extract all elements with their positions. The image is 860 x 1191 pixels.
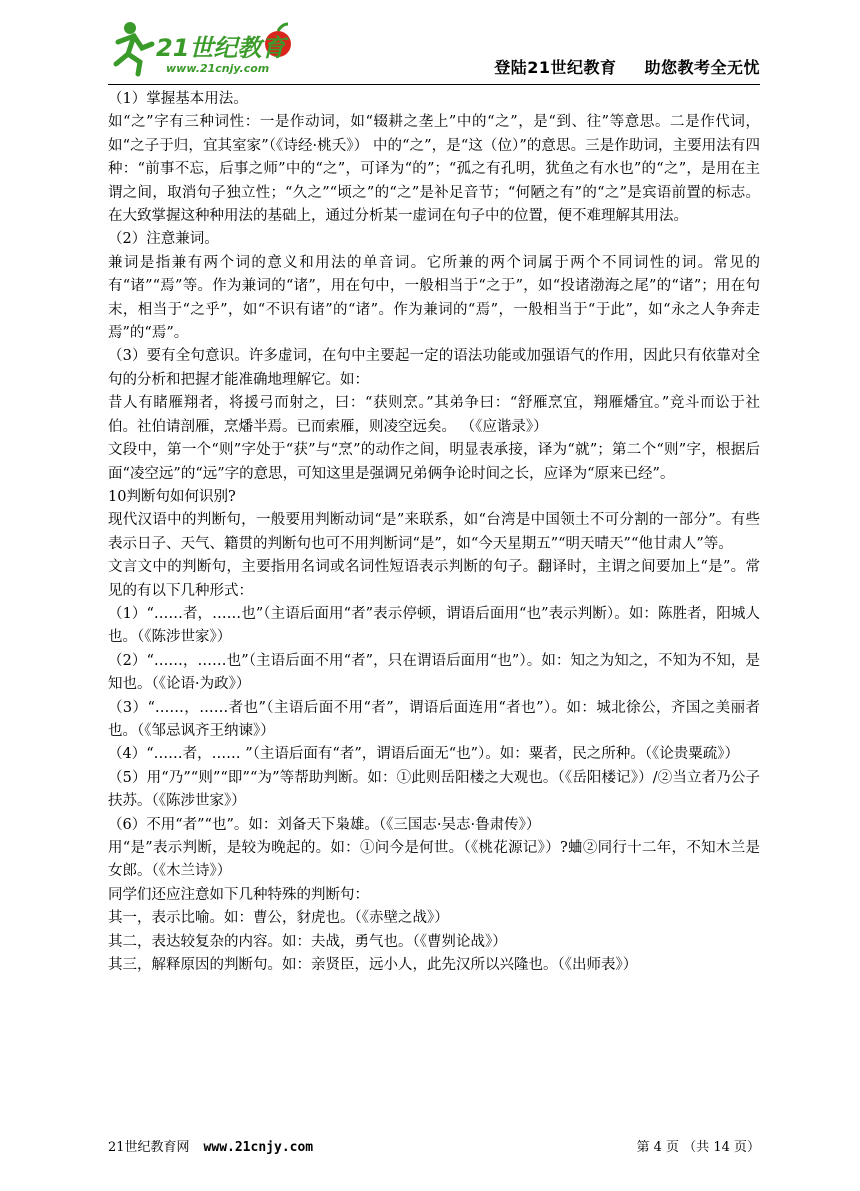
slogan-help: 助您教考全无忧 [644,58,760,77]
paragraph: （3）要有全句意识。许多虚词，在句中主要起一定的语法功能或加强语气的作用，因此只有依靠对全句的分析和把握才能准确地理解它。如： [108,348,760,388]
paragraph: 用“是”表示判断，是较为晚起的。如：①问今是何世。（《桃花源记》）?蛐②同行十二年，不知木兰是女郎。（《木兰诗》） [108,840,760,880]
running-figure-icon [116,22,152,74]
page-header [108,18,760,84]
header-slogan [494,55,760,78]
site-logo [108,18,338,80]
paragraph: 昔人有睹雁翔者，将援弓而射之，曰：“获则烹。”其弟争曰：“舒雁烹宜，翔雁燔宜。”竞斗而讼于社伯。社伯请剖雁，烹燔半焉。已而索雁，则凌空远矣。 （《应谐录》） [108,395,760,435]
paragraph: 现代汉语中的判断句，一般要用判断动词“是”来联系，如“台湾是中国领土不可分割的一部分”。有些表示日子、天气、籍贯的判断句也可不用判断词“是”，如“今天星期五”“明天晴天”“他甘肃人”等。 [108,512,760,552]
logo-text: 21世纪教育 [156,34,286,62]
slogan-login: 登陆21世纪教育 [494,58,617,77]
paragraph: （5）用“乃”“则”“即”“为”等帮助判断。如：①此则岳阳楼之大观也。（《岳阳楼记》）/②当立者乃公子扶苏。（《陈涉世家》） [108,769,760,810]
paragraph: 同学们还应注意如下几种特殊的判断句： [108,886,369,903]
paragraph: 如“之”字有三种词性：一是作动词，如“辍耕之垄上”中的“之”，是“到、往”等意思。二是作代词， 如“之子于归，宜其室家”（《诗经·桃夭》） 中的“之”，是“这（位）”的意思。三是作助词，主要用法有四种：“前事不忘，后事之师”中的“之”，可译为“的”；“孤之有孔明，犹鱼之有水也”的“之”，是用在主谓之间，取消句子独立性；“久之”“顷之”的“之”是补足音节；“何陋之有”的“之”是宾语前置的标志。在大致掌握这种种用法的基础上，通过分析某一虚词在句子中的位置，便不难理解其用法。 [108,114,760,225]
paragraph: （6）不用“者”“也”。如：刘备天下枭雄。（《三国志·吴志·鲁肃传》） [108,816,541,833]
paragraph: （1）掌握基本用法。 [108,91,248,107]
paragraph: 文段中，第一个“则”字处于“获”与“烹”的动作之间，明显表承接，译为“就”；第二个“则”字，根据后面“凌空远”的“远”字的意思，可知这里是强调兄弟俩争论时间之长，应译为“原来已经”。 [108,442,760,482]
paragraph: （4）“……者，…… ”（主语后面有“者”，谓语后面无“也”）。如：粟者，民之所种。（《论贵粟疏》） [108,746,740,763]
paragraph: （2）“……，……也”（主语后面不用“者”，只在谓语后面用“也”）。如：知之为知之，不知为不知，是知也。（《论语·为政》） [108,652,760,693]
footer-site [108,1138,313,1158]
footer-site-name: 21世纪教育网 [108,1140,190,1155]
document-body [108,88,760,977]
paragraph: 其二，表达较复杂的内容。如：夫战，勇气也。（《曹刿论战》） [108,933,507,950]
paragraph: （2）注意兼词。 [108,231,219,248]
paragraph: 文言文中的判断句，主要指用名词或名词性短语表示判断的句子。翻译时，主谓之间要加上“是”。常见的有以下几种形式： [108,559,760,599]
paragraph: 其三，解释原因的判断句。如：亲贤臣，远小人，此先汉所以兴隆也。（《出师表》） [108,957,638,974]
paragraph: （1）“……者，……也”（主语后面用“者”表示停顿，谓语后面用“也”表示判断）。如：陈胜者，阳城人也。（《陈涉世家》） [108,605,760,646]
page-number: 第 4 页 （共 14 页） [636,1140,760,1155]
paragraph: （3）“……，……者也”（主语后面不用“者”，谓语后面连用“者也”）。如：城北徐公，齐国之美丽者也。（《邹忌讽齐王纳谏》） [108,699,760,739]
paragraph: 兼词是指兼有两个词的意义和用法的单音词。它所兼的两个词属于两个不同词性的词。常见的有“诸”“焉”等。作为兼词的“诸”，用在句中，一般相当于“之于”，如“投诸渤海之尾”的“诸”；用在句末，相当于“之乎”，如“不识有诸”的“诸”。作为兼词的“焉”，一般相当于“于此”，如“永之人争奔走焉”的“焉”。 [108,254,760,342]
footer-site-url: www.21cnjy.com [203,1140,314,1155]
page-footer [108,1138,760,1158]
logo-url: www.21cnjy.com [166,62,270,75]
header-divider [108,84,760,85]
paragraph: 其一，表示比喻。如：曹公，豺虎也。（《赤壁之战》） [108,910,449,927]
section-heading: 10判断句如何识别? [108,488,236,505]
